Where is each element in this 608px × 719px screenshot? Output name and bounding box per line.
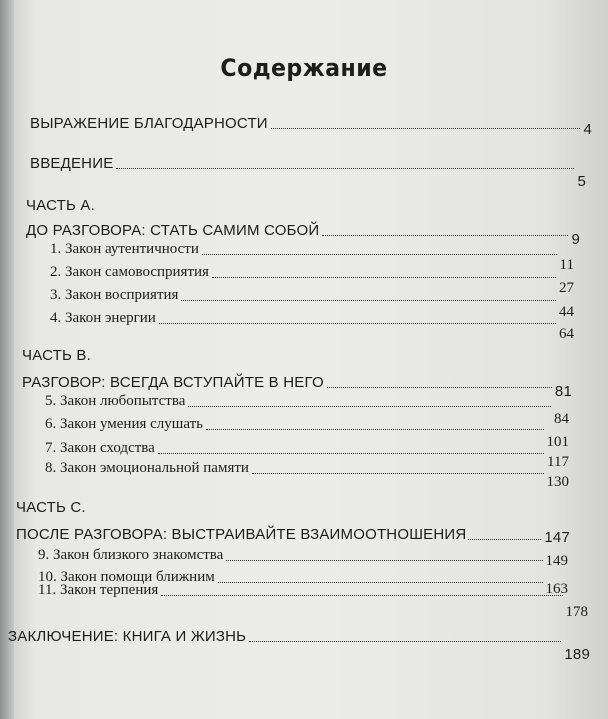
toc-page-number: 5 bbox=[577, 173, 586, 190]
dot-leader bbox=[181, 299, 556, 301]
toc-page-number: 11 bbox=[559, 257, 574, 273]
toc-page-number: 27 bbox=[559, 280, 574, 296]
toc-label: 10. Закон помощи ближним bbox=[38, 569, 215, 585]
toc-page-number: 163 bbox=[545, 581, 568, 597]
toc-entry-law-11 bbox=[38, 582, 588, 620]
dot-leader bbox=[188, 405, 551, 407]
toc-page-number: 130 bbox=[546, 474, 569, 490]
toc-page-number: 178 bbox=[565, 604, 588, 620]
toc-entry-part-c bbox=[16, 526, 570, 546]
dot-leader bbox=[468, 538, 541, 540]
dot-leader bbox=[327, 386, 552, 388]
dot-leader bbox=[226, 559, 542, 561]
part-a-heading: ЧАСТЬ А. bbox=[26, 197, 95, 214]
toc-label: ПОСЛЕ РАЗГОВОРА: ВЫСТРАИВАЙТЕ ВЗАИМООТНОШЕНИЯ bbox=[16, 526, 467, 543]
dot-leader bbox=[116, 167, 574, 169]
toc-label: ДО РАЗГОВОРА: СТАТЬ САМИМ СОБОЙ bbox=[26, 222, 320, 239]
toc-entry-part-b bbox=[22, 374, 572, 400]
toc-label: 3. Закон восприятия bbox=[50, 287, 179, 303]
toc-entry-part-a bbox=[26, 222, 580, 248]
toc-entry-gratitude bbox=[30, 115, 592, 138]
toc-page-number: 149 bbox=[545, 553, 568, 569]
toc-page-number: 9 bbox=[571, 231, 580, 248]
toc-entry-law-4 bbox=[50, 310, 574, 342]
toc-page-number: 81 bbox=[554, 383, 572, 400]
toc-entry-law-8 bbox=[45, 460, 569, 490]
toc-entry-law-9 bbox=[38, 547, 568, 569]
toc-page-number: 117 bbox=[547, 454, 569, 470]
toc-entry-intro bbox=[30, 155, 586, 190]
dot-leader bbox=[161, 594, 562, 596]
toc-label: ВВЕДЕНИЕ bbox=[30, 155, 114, 172]
dot-leader bbox=[212, 276, 556, 278]
toc-label: 8. Закон эмоциональной памяти bbox=[45, 460, 249, 476]
toc-page-number: 64 bbox=[559, 326, 574, 342]
toc-label: 6. Закон умения слушать bbox=[45, 416, 203, 432]
dot-leader bbox=[322, 234, 568, 236]
toc-label: 11. Закон терпения bbox=[38, 582, 159, 598]
toc-page-number: 101 bbox=[546, 434, 569, 450]
toc-page-number: 44 bbox=[559, 304, 574, 320]
toc-label: ЗАКЛЮЧЕНИЕ: КНИГА И ЖИЗНЬ bbox=[8, 628, 247, 645]
toc-page-number: 4 bbox=[583, 121, 592, 138]
dot-leader bbox=[206, 428, 544, 430]
toc-page-number: 189 bbox=[564, 646, 590, 663]
page-title: Содержание bbox=[220, 54, 388, 82]
dot-leader bbox=[158, 452, 544, 454]
toc-label: 4. Закон энергии bbox=[50, 310, 156, 326]
part-b-heading: ЧАСТЬ B. bbox=[22, 347, 91, 364]
toc-label: 9. Закон близкого знакомства bbox=[38, 547, 224, 563]
toc-label: 7. Закон сходства bbox=[45, 440, 155, 456]
dot-leader bbox=[252, 472, 544, 474]
toc-label: 5. Закон любопытства bbox=[45, 393, 186, 409]
dot-leader bbox=[202, 253, 557, 255]
toc-page-number: 147 bbox=[544, 529, 570, 546]
toc-label: 1. Закон аутентичности bbox=[50, 241, 199, 257]
toc-page-number: 84 bbox=[554, 411, 569, 427]
dot-leader bbox=[249, 640, 561, 642]
dot-leader bbox=[271, 127, 581, 129]
toc-label: 2. Закон самовосприятия bbox=[50, 264, 209, 280]
part-c-heading: ЧАСТЬ С. bbox=[16, 499, 86, 516]
toc-label: РАЗГОВОР: ВСЕГДА ВСТУПАЙТЕ В НЕГО bbox=[22, 374, 324, 391]
toc-label: ВЫРАЖЕНИЕ БЛАГОДАРНОСТИ bbox=[30, 115, 268, 132]
toc-entry-conclusion bbox=[8, 628, 590, 663]
dot-leader bbox=[159, 322, 556, 324]
